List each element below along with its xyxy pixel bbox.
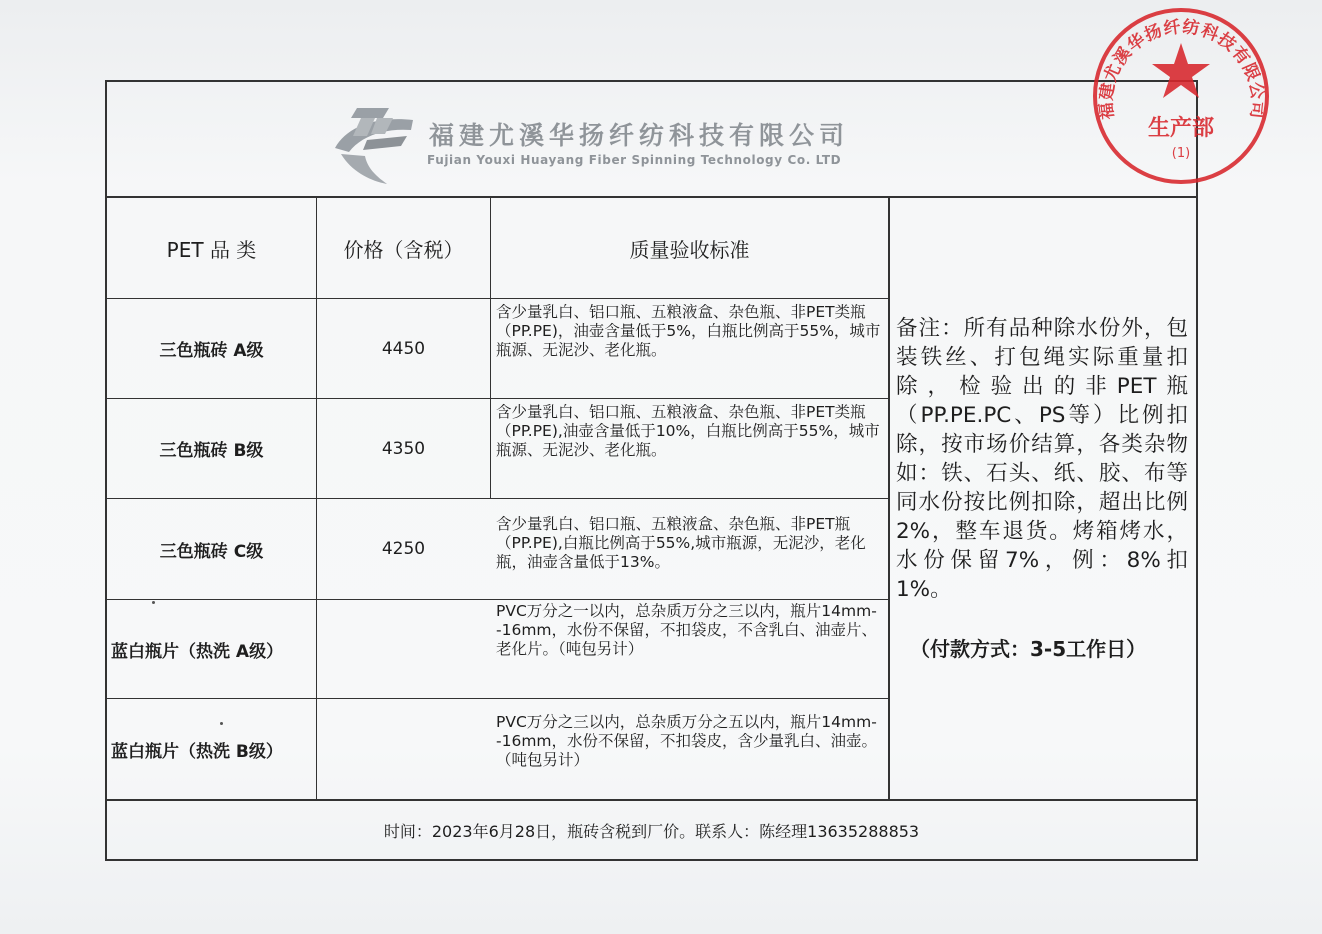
company-name-en: Fujian Youxi Huayang Fiber Spinning Technology Co. LTD [427,153,842,167]
company-logo-icon [327,96,417,186]
price-sheet [105,80,1198,861]
row-name: 三色瓶砖 A级 [159,341,264,361]
header-price: 价格（含税） [343,237,464,262]
row-standard: 含少量乳白、铝口瓶、五粮液盒、杂色瓶、非PET瓶（PP.PE),白瓶比例高于55%,城市瓶源，无泥沙，老化瓶，油壶含量低于13%。 [496,515,866,571]
payment-terms: （付款方式：3-5工作日） [910,637,1147,661]
row-name: 蓝白瓶片（热洗 B级） [111,741,283,762]
speck [220,722,223,725]
letterhead [107,82,1196,198]
row-standard: 含少量乳白、铝口瓶、五粮液盒、杂色瓶、非PET类瓶（PP.PE)，油壶含量低于5%，白瓶比例高于55%，城市瓶源、无泥沙、老化瓶。 [496,303,881,359]
speck [152,601,155,604]
seal-number: (1) [1171,146,1191,161]
row-name: 三色瓶砖 B级 [159,441,264,461]
footer-note: 时间：2023年6月28日，瓶砖含税到厂价。联系人：陈经理13635288853 [107,799,1196,859]
seal-dept-text: 生产部 [1147,116,1215,141]
row-standard: PVC万分之一以内，总杂质万分之三以内，瓶片14mm--16mm，水份不保留，不扣袋皮，不含乳白、油壶片、老化片。（吨包另计） [496,602,878,658]
seal-org-text: 福建尤溪华扬纤纺科技有限公司 [1096,17,1268,121]
header-standard: 质量验收标准 [629,237,750,262]
row-price: 4350 [381,438,426,459]
row-price: 4250 [381,539,426,559]
row-name: 三色瓶砖 C级 [159,541,264,562]
row-standard: PVC万分之三以内，总杂质万分之五以内，瓶片14mm--16mm，水份不保留，不扣袋皮，含少量乳白、油壶。（吨包另计） [496,713,878,769]
row-standard: 含少量乳白、铝口瓶、五粮液盒、杂色瓶、非PET类瓶（PP.PE),油壶含量低于10%，白瓶比例高于55%，城市瓶源、无泥沙、老化瓶。 [496,403,880,459]
remark-text: 备注：所有品种除水份外，包装铁丝、打包绳实际重量扣除，检验出的非PET瓶（PP.PE.PC、PS等）比例扣除，按市场价结算，各类杂物如：铁、石头、纸、胶、布等同水份按比例扣除，超出比例2%，整车退货。烤箱烤水，水份保留7%，例：8%扣1%。 [896,316,1188,602]
row-price: 4450 [381,338,426,359]
header-category: PET 品 类 [166,237,257,262]
remark-box [890,198,1196,799]
company-name-cn: 福建尤溪华扬纤纺科技有限公司 [429,121,850,150]
row-name: 蓝白瓶片（热洗 A级） [111,641,284,662]
seal-star-icon [1152,43,1210,98]
company-seal [1088,3,1274,189]
